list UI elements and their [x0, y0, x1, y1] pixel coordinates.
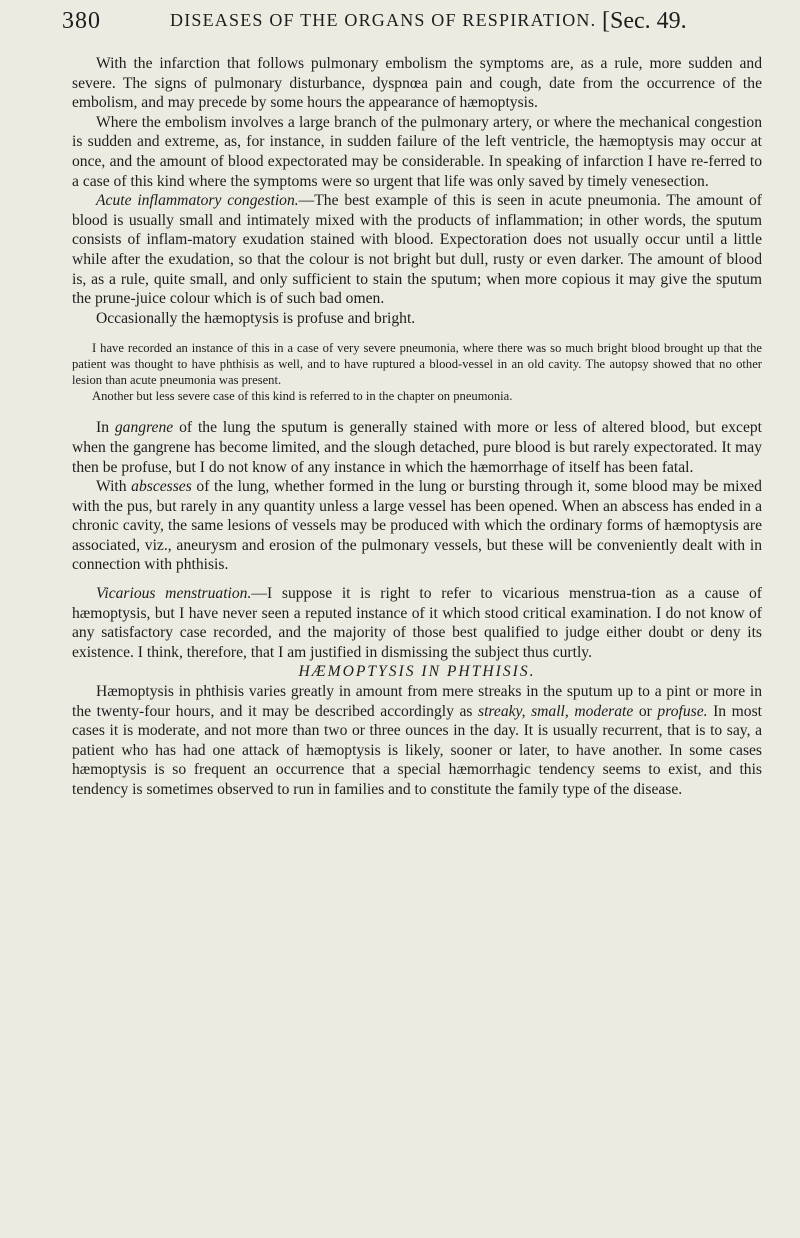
paragraph-inflammatory-congestion-text: —The best example of this is seen in acute pneumonia. The amount of blood is usually small and intimately mixed with the products of inflammation; in other words, the sputum consists of inflam-matory exudation stained with blood. Expectoration does not usually occur until a little while after the exudation, so that the colour is not bright but dull, rusty or even darker. The amount of blood is, as a rule, quite small, and only sufficient to stain the sputum; when more copious it may give the sputum the prune-juice colour which is of such bad omen.: [72, 192, 762, 308]
note-second-case: Another but less severe case of this kind is referred to in the chapter on pneumonia.: [92, 389, 513, 404]
gangrene-text: of the lung the sputum is generally stained with more or less of altered blood, but except when the gangrene has become limited, and the slough detached, pure blood is but rarely expectorated. It may then be profuse, but I do not know of any instance in which the hæmorrhage of itself has been fatal.: [72, 419, 762, 476]
phthisis-or: or: [633, 702, 658, 720]
section-lead-vicarious-menstruation: Vicarious menstruation.: [96, 585, 252, 603]
note-pneumonia-case: I have recorded an instance of this in a case of very severe pneumonia, where there was so much bright blood brought up that the patient was thought to have phthisis as well, and to have ruptured a blood-vessel in an old cavity. The autopsy showed that no other lesion than acute pneumonia was present.: [72, 341, 762, 388]
term-streaky: streaky,: [478, 702, 526, 720]
abscesses-prefix: With: [96, 478, 132, 496]
body-text: [72, 54, 762, 800]
section-heading: HÆMOPTYSIS IN PHTHISIS.: [298, 663, 536, 681]
paragraph-large-embolism: Where the embolism involves a large branch of the pulmonary artery, or where the mechanical congestion is sudden and extreme, as, for instance, in sudden failure of the left ventricle, the hæmoptysis may occur at once, and the amount of blood expectorated may be considerable. In speaking of infarction I have re-ferred to a case of this kind where the symptoms were so urgent that life was only saved by timely venesection.: [72, 113, 762, 190]
page-header: [62, 8, 762, 42]
paragraph-abscesses: [72, 477, 762, 575]
term-profuse: profuse.: [657, 702, 708, 720]
page-number: 380: [62, 8, 101, 34]
paragraph-vicarious-menstruation: [72, 584, 762, 662]
section-reference: [Sec. 49.: [602, 8, 687, 34]
paragraph-profuse: Occasionally the hæmoptysis is profuse and bright.: [96, 309, 416, 327]
term-gangrene: gangrene: [114, 419, 174, 437]
term-small: small,: [531, 702, 569, 720]
section-lead-inflammatory-congestion: Acute inflammatory congestion.: [96, 192, 299, 210]
phthisis-text-a: Hæmoptysis in phthisis varies greatly in amount from mere streaks in the sputum up to a pint or more in the twenty-four hours, and it may be described accordingly as: [72, 683, 762, 720]
paragraph-gangrene: [72, 418, 762, 477]
gangrene-prefix: In: [96, 419, 115, 437]
vicarious-menstruation-text: —I suppose it is right to refer to vicarious menstrua-tion as a cause of hæmoptysis, but I have never seen a reputed instance of it which stood critical examination. I do not know of any satisfactory case recorded, and the majority of those best qualified to judge either doubt or deny its existence. I think, therefore, that I am justified in dismissing the subject thus curtly.: [72, 585, 762, 661]
term-abscesses: abscesses: [131, 478, 192, 496]
phthisis-text-b: In most cases it is moderate, and not more than two or three ounces in the day. It is usually recurrent, that is to say, a patient who has had one attack of hæmoptysis is likely, sooner or later, to have another. In some cases hæmoptysis is so frequent an occurrence that a special hæmorrhagic tendency seems to exist, and this tendency is sometimes observed to run in families and to constitute the family type of the disease.: [72, 702, 762, 798]
abscesses-text: of the lung, whether formed in the lung or bursting through it, some blood may be mixed with the pus, but rarely in any quantity unless a large vessel has been opened. When an abscess has ended in a chronic cavity, the same lesions of vessels may be produced with which the ordinary forms of hæmoptysis are associated, viz., aneurysm and erosion of the pulmonary vessels, but these will be conveniently dealt with in connection with phthisis.: [72, 478, 762, 574]
paragraph-haemoptysis-phthisis: [72, 682, 762, 800]
paragraph-inflammatory-congestion: [72, 191, 762, 309]
running-title: DISEASES OF THE ORGANS OF RESPIRATION.: [170, 10, 597, 30]
small-print-note: [72, 340, 762, 404]
paragraph-embolism-infarction: With the infarction that follows pulmonary embolism the symptoms are, as a rule, more sudden and severe. The signs of pulmonary disturbance, dyspnœa pain and cough, date from the occurrence of the embolism, and may precede by some hours the appearance of hæmoptysis.: [72, 55, 762, 112]
term-moderate: moderate: [574, 702, 634, 720]
